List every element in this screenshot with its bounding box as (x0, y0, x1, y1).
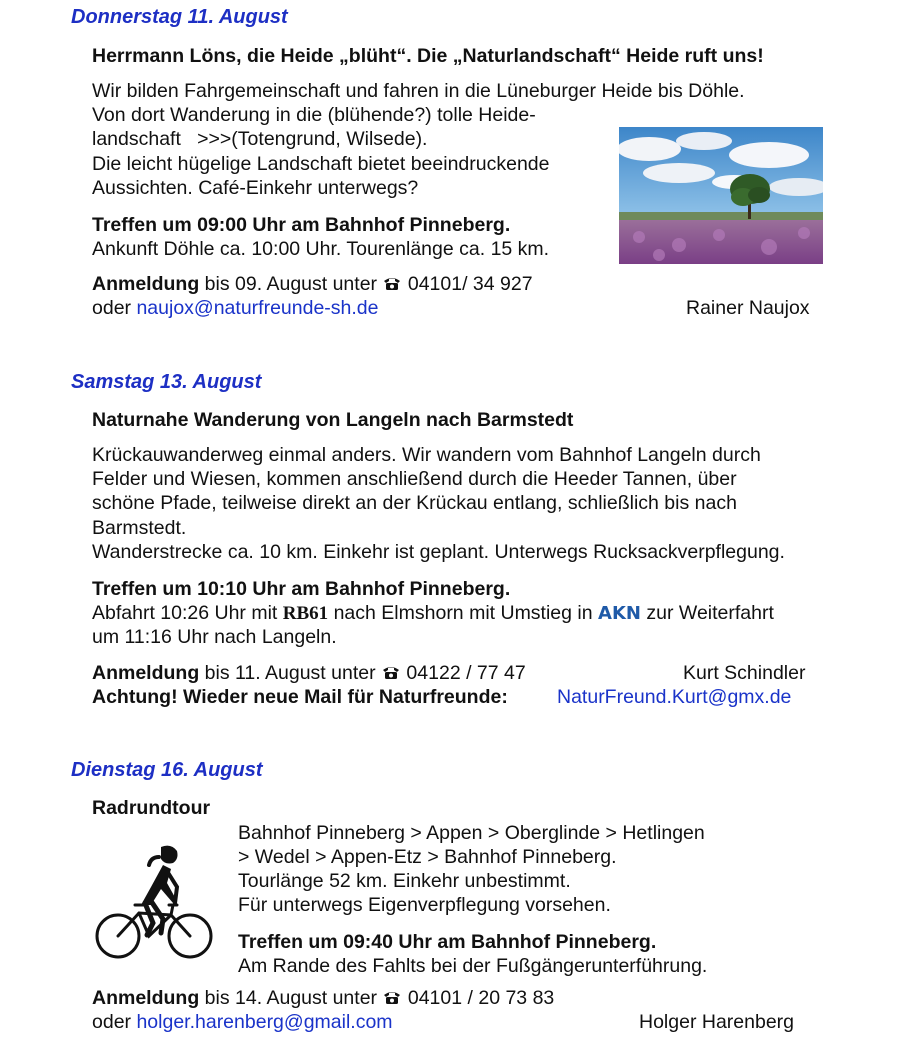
registration-label: Anmeldung (92, 662, 200, 684)
registration-phone: 04101/ 34 927 (402, 273, 533, 295)
event2-desc-line: Wanderstrecke ca. 10 km. Einkehr ist geplant. Unterwegs Rucksackverpflegung. (92, 541, 785, 563)
event1-meeting: Treffen um 09:00 Uhr am Bahnhof Pinneberg. (92, 214, 511, 236)
event1-day: Donnerstag 11. August (71, 6, 288, 28)
event2-warning: Achtung! Wieder neue Mail für Naturfreunde: (92, 686, 508, 708)
email-link[interactable]: holger.harenberg@gmail.com (136, 1011, 393, 1033)
departure-text: Abfahrt 10:26 Uhr mit (92, 602, 283, 624)
email-link[interactable]: NaturFreund.Kurt@gmx.de (557, 686, 792, 708)
event3-title: Radrundtour (92, 797, 211, 819)
event1-contact: Rainer Naujox (686, 297, 810, 319)
departure-text: nach Elmshorn mit Umstieg in (328, 602, 599, 624)
cyclist-image (91, 843, 217, 968)
akn-logo: AKN (598, 603, 641, 624)
event3-desc-line: > Wedel > Appen-Etz > Bahnhof Pinneberg. (238, 846, 617, 868)
email-link[interactable]: naujox@naturfreunde-sh.de (136, 297, 379, 319)
event3-desc-line: Tourlänge 52 km. Einkehr unbestimmt. (238, 870, 571, 892)
event2-day: Samstag 13. August (71, 371, 262, 393)
telephone-icon (382, 989, 402, 1005)
registration-text: bis 09. August unter (199, 273, 383, 295)
registration-text: bis 14. August unter (199, 987, 383, 1009)
event3-email-line (92, 1010, 393, 1034)
event2-meeting: Treffen um 10:10 Uhr am Bahnhof Pinneberg. (92, 578, 511, 600)
or-text: oder (92, 297, 137, 319)
departure-text: zur Weiterfahrt (640, 602, 774, 624)
event1-desc-line: landschaft >>>(Totengrund, Wilsede). (92, 128, 428, 150)
event3-contact: Holger Harenberg (639, 1011, 795, 1033)
event2-desc-line: Krückauwanderweg einmal anders. Wir wandern vom Bahnhof Langeln durch (92, 444, 761, 466)
telephone-icon (381, 664, 401, 680)
event2-title: Naturnahe Wanderung von Langeln nach Barmstedt (92, 409, 574, 431)
heath-landscape-image (619, 127, 823, 264)
event3-day: Dienstag 16. August (71, 759, 263, 781)
event2-departure-line2: um 11:16 Uhr nach Langeln. (92, 626, 337, 648)
event2-contact: Kurt Schindler (683, 662, 806, 684)
registration-phone: 04101 / 20 73 83 (402, 987, 555, 1009)
event1-desc-line: Von dort Wanderung in die (blühende?) tolle Heide- (92, 104, 536, 126)
event3-meeting: Treffen um 09:40 Uhr am Bahnhof Pinneberg. (238, 931, 657, 953)
or-text: oder (92, 1011, 137, 1033)
event3-desc-line: Bahnhof Pinneberg > Appen > Oberglinde > Hetlingen (238, 822, 705, 844)
event2-desc-line: Felder und Wiesen, kommen anschließend durch die Heeder Tannen, über (92, 468, 737, 490)
event2-departure (92, 601, 774, 626)
event1-desc-line: Wir bilden Fahrgemeinschaft und fahren in die Lüneburger Heide bis Döhle. (92, 80, 745, 102)
registration-text: bis 11. August unter (199, 662, 382, 684)
rb61-label: RB61 (282, 603, 329, 624)
event3-registration (92, 986, 554, 1010)
event2-registration (92, 661, 526, 685)
event3-meeting-detail: Am Rande des Fahlts bei der Fußgängerunterführung. (238, 955, 708, 977)
event2-desc-line: Barmstedt. (92, 517, 187, 539)
registration-label: Anmeldung (92, 273, 200, 295)
event1-email-line (92, 296, 379, 320)
event1-registration (92, 272, 533, 296)
event1-meeting-detail: Ankunft Döhle ca. 10:00 Uhr. Tourenlänge ca. 15 km. (92, 238, 550, 260)
telephone-icon (382, 275, 402, 291)
event1-title: Herrmann Löns, die Heide „blüht“. Die „Naturlandschaft“ Heide ruft uns! (92, 45, 764, 67)
registration-label: Anmeldung (92, 987, 200, 1009)
event1-desc-line: Aussichten. Café-Einkehr unterwegs? (92, 177, 419, 199)
registration-phone: 04122 / 77 47 (401, 662, 526, 684)
event3-desc-line: Für unterwegs Eigenverpflegung vorsehen. (238, 894, 611, 916)
event2-desc-line: schöne Pfade, teilweise direkt an der Krückau entlang, schließlich bis nach (92, 492, 737, 514)
event1-desc-line: Die leicht hügelige Landschaft bietet beeindruckende (92, 153, 550, 175)
